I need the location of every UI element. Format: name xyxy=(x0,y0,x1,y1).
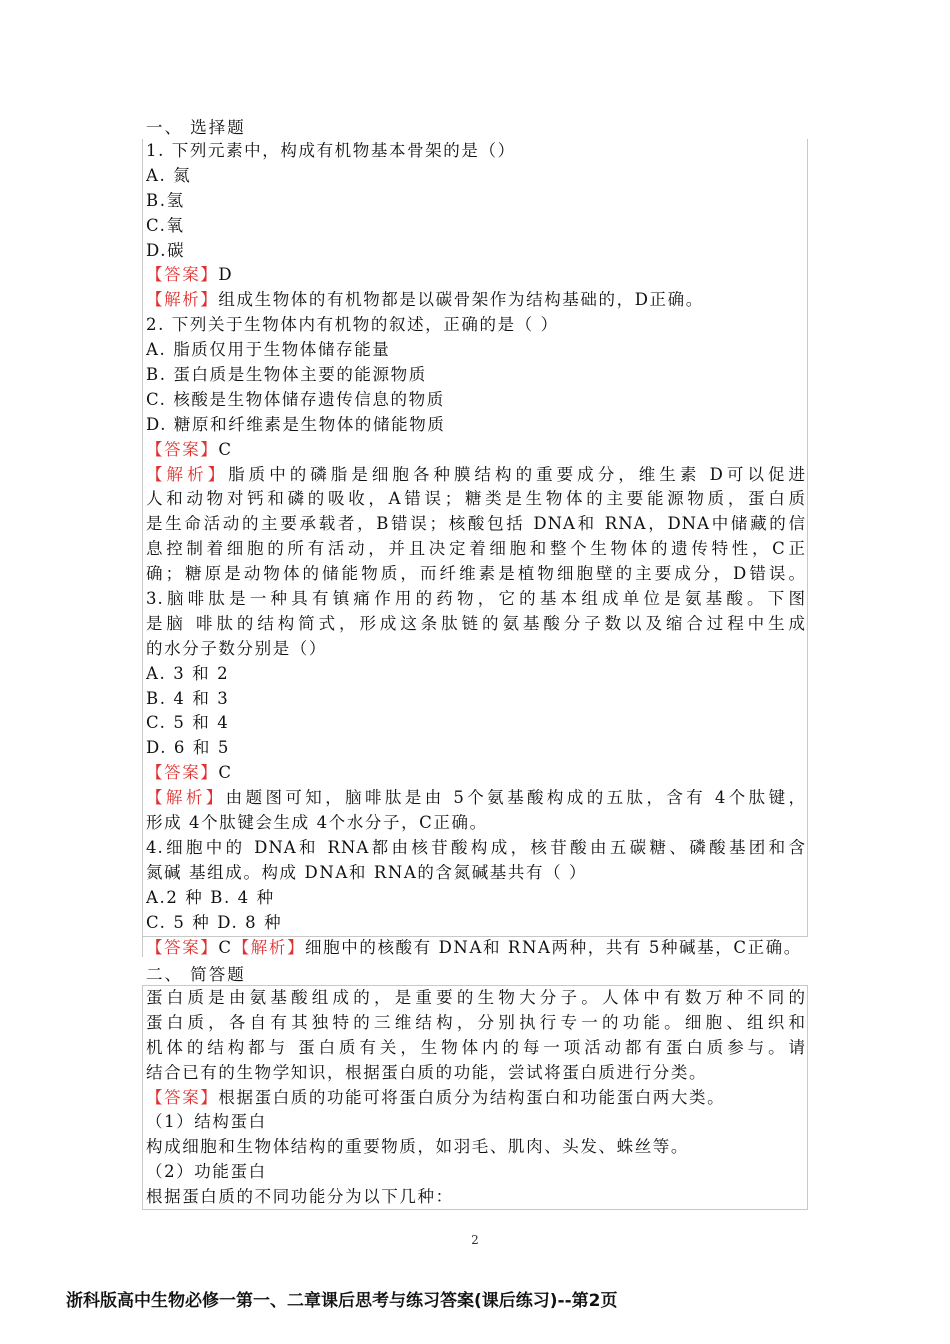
text-line xyxy=(146,214,806,239)
text-line xyxy=(146,761,806,786)
line-text: 结合已有的生物学知识，根据蛋白质的功能，尝试将蛋白质进行分类。 xyxy=(146,1062,708,1082)
line-text: D. 6 和 5 xyxy=(146,738,230,758)
text-line xyxy=(146,1061,806,1086)
line-text: A. 3 和 2 xyxy=(146,663,230,683)
text-line xyxy=(146,388,806,413)
line-text: 组成生物体的有机物都是以碳骨架作为结构基础的，D正确。 xyxy=(218,290,704,310)
text-line xyxy=(146,736,806,761)
label-tag: 【解析】 xyxy=(146,464,229,484)
section-title-choice: 一、 选择题 xyxy=(146,118,246,137)
line-text: 息控制着细胞的所有活动，并且决定着细胞和整个生物体的遗传特性，C正 xyxy=(146,539,806,559)
line-text: 蛋白质，各自有其独特的三维结构，分别执行专一的功能。细胞、组织和 xyxy=(146,1012,806,1032)
line-text: D xyxy=(218,265,234,285)
text-line xyxy=(146,1110,806,1135)
text-line xyxy=(146,512,806,537)
label-tag: 【答案】 xyxy=(146,1087,219,1107)
line-text: B. 4 和 3 xyxy=(146,688,230,708)
line-text: 的水分子数分别是（） xyxy=(146,638,327,658)
line-text: 确；糖原是动物体的储能物质，而纤维素是植物细胞壁的主要成分，D错误。 xyxy=(146,564,806,584)
text-line xyxy=(146,811,806,836)
text-line xyxy=(146,1135,806,1160)
text-line xyxy=(146,986,806,1011)
short-answer-question xyxy=(146,986,806,1210)
line-text: 氮碱 基组成。构成 DNA和 RNA的含氮碱基共有（ ） xyxy=(146,862,588,882)
line-text: 人和动物对钙和磷的吸收，A错误；糖类是生物体的主要能源物质，蛋白质 xyxy=(146,489,806,509)
border-right-1 xyxy=(807,139,808,936)
text-line xyxy=(146,189,806,214)
border-right-2 xyxy=(807,985,808,1210)
text-line xyxy=(146,139,806,164)
text-line xyxy=(146,338,806,363)
line-text: 是脑 啡肽的结构简式，形成这条肽链的氨基酸分子数以及缩合过程中生成 xyxy=(146,613,806,633)
line-text: C. 5 和 4 xyxy=(146,713,230,733)
text-line xyxy=(146,239,806,264)
page-number: 2 xyxy=(471,1233,479,1247)
text-line xyxy=(146,288,806,313)
line-text: A. 氮 xyxy=(146,165,192,185)
text-line xyxy=(146,562,806,587)
label-tag: 【解析】 xyxy=(232,937,306,957)
line-text: A. 脂质仅用于生物体储存能量 xyxy=(146,340,391,360)
text-line xyxy=(146,1086,806,1111)
text-line xyxy=(146,487,806,512)
line-text: D. 糖原和纤维素是生物体的储能物质 xyxy=(146,414,446,434)
line-text: 由题图可知，脑啡肽是由 5个氨基酸构成的五肽，含有 4个肽键， xyxy=(225,788,806,808)
line-text: 脂质中的磷脂是细胞各种膜结构的重要成分，维生素 D可以促进 xyxy=(228,464,806,484)
text-line xyxy=(146,911,806,936)
line-text: 2. 下列关于生物体内有机物的叙述，正确的是（ ） xyxy=(146,315,559,335)
text-line xyxy=(146,861,806,886)
line-text: C. 5 种 D. 8 种 xyxy=(146,912,283,932)
line-text: 细胞中的核酸有 DNA和 RNA两种，共有 5种碱基，C正确。 xyxy=(305,937,802,957)
text-line xyxy=(146,836,806,861)
text-line xyxy=(146,463,806,488)
text-line xyxy=(146,662,806,687)
label-tag: 【答案】 xyxy=(146,265,219,285)
line-text: 机体的结构都与 蛋白质有关，生物体内的每一项活动都有蛋白质参与。请 xyxy=(146,1037,806,1057)
border-left-2 xyxy=(142,985,143,1210)
label-tag: 【解析】 xyxy=(146,788,226,808)
label-tag: 【答案】 xyxy=(146,439,219,459)
line-text: 1. 下列元素中，构成有机物基本骨架的是（） xyxy=(146,141,516,160)
text-line xyxy=(146,164,806,189)
line-text: 蛋白质是由氨基酸组成的，是重要的生物大分子。人体中有数万种不同的 xyxy=(146,988,806,1007)
label-tag: 【解析】 xyxy=(146,290,219,310)
text-line xyxy=(146,711,806,736)
text-line xyxy=(146,263,806,288)
text-line xyxy=(146,413,806,438)
text-line xyxy=(146,936,806,961)
line-text: 根据蛋白质的不同功能分为以下几种： xyxy=(146,1187,454,1207)
text-line xyxy=(146,637,806,662)
line-text: C.氧 xyxy=(146,215,185,235)
line-text: 4.细胞中的 DNA和 RNA都由核苷酸构成，核苷酸由五碳糖、磷酸基团和含 xyxy=(146,837,806,857)
label-tag: 【答案】 xyxy=(146,937,219,957)
text-line xyxy=(146,687,806,712)
text-line xyxy=(146,1011,806,1036)
choice-questions xyxy=(146,139,806,960)
text-line xyxy=(146,587,806,612)
text-line xyxy=(146,786,806,811)
line-text: 形成 4个肽键会生成 4个水分子，C正确。 xyxy=(146,813,488,833)
footer-title: 浙科版高中生物必修一第一、二章课后思考与练习答案(课后练习)--第2页 xyxy=(66,1291,618,1311)
line-text: C xyxy=(218,763,233,783)
text-line xyxy=(146,313,806,338)
line-text: C. 核酸是生物体储存遗传信息的物质 xyxy=(146,389,445,409)
text-line xyxy=(146,886,806,911)
text-line xyxy=(146,1185,806,1210)
border-left-1 xyxy=(142,139,143,957)
line-text: 构成细胞和生物体结构的重要物质，如羽毛、肌肉、头发、蛛丝等。 xyxy=(146,1137,689,1157)
line-text: B. 蛋白质是生物体主要的能源物质 xyxy=(146,365,427,385)
line-text: A.2 种 B. 4 种 xyxy=(146,887,275,907)
line-text: C xyxy=(218,439,233,459)
label-tag: 【答案】 xyxy=(146,763,219,783)
text-line xyxy=(146,1036,806,1061)
text-line xyxy=(146,363,806,388)
line-text: （1）结构蛋白 xyxy=(146,1112,267,1132)
line-text: 根据蛋白质的功能可将蛋白质分为结构蛋白和功能蛋白两大类。 xyxy=(218,1087,726,1107)
text-line xyxy=(146,438,806,463)
line-text: （2）功能蛋白 xyxy=(146,1162,267,1182)
text-line xyxy=(146,537,806,562)
text-line xyxy=(146,1160,806,1185)
line-text: 3.脑啡肽是一种具有镇痛作用的药物，它的基本组成单位是氨基酸。下图 xyxy=(146,589,806,609)
text-line xyxy=(146,612,806,637)
line-text: D.碳 xyxy=(146,240,186,260)
line-text: C xyxy=(218,937,233,957)
line-text: 是生命活动的主要承载者，B错误；核酸包括 DNA和 RNA，DNA中储藏的信 xyxy=(146,514,806,534)
line-text: B.氢 xyxy=(146,190,185,210)
section-title-short-answer: 二、 简答题 xyxy=(146,965,246,984)
